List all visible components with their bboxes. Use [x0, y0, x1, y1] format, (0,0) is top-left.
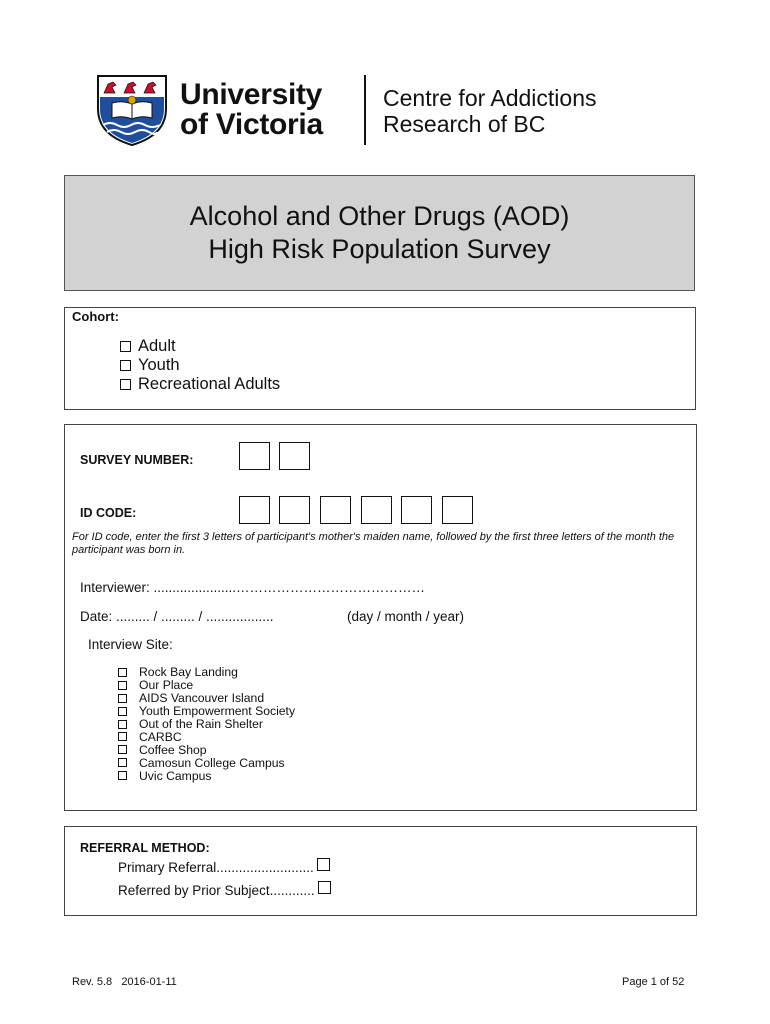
- site-label: Uvic Campus: [139, 768, 212, 783]
- site-option[interactable]: [118, 730, 295, 743]
- survey-number-digit-1[interactable]: [239, 442, 270, 470]
- university-name-line2: of Victoria: [180, 108, 323, 141]
- id-code-box-5[interactable]: [401, 496, 432, 524]
- cohort-label: Cohort:: [72, 309, 119, 324]
- site-option[interactable]: [118, 679, 295, 692]
- id-code-box-6[interactable]: [442, 496, 473, 524]
- checkbox[interactable]: [317, 858, 330, 871]
- checkbox[interactable]: [118, 694, 127, 703]
- date-format-hint: (day / month / year): [347, 609, 465, 624]
- site-option[interactable]: [118, 692, 295, 705]
- id-code-box-1[interactable]: [239, 496, 270, 524]
- site-label: Youth Empowerment Society: [139, 704, 296, 719]
- referral-primary-label: Primary Referral..........................: [118, 860, 314, 875]
- checkbox[interactable]: [118, 720, 127, 729]
- site-label: Out of the Rain Shelter: [139, 717, 263, 732]
- cohort-option-youth[interactable]: [120, 356, 280, 375]
- referral-method-label: REFERRAL METHOD:: [80, 841, 210, 855]
- survey-title-line1: Alcohol and Other Drugs (AOD): [189, 201, 570, 231]
- interviewer-field[interactable]: Interviewer: ......................……………………………………: [80, 580, 426, 595]
- checkbox[interactable]: [318, 881, 331, 894]
- checkbox[interactable]: [120, 360, 131, 371]
- checkbox[interactable]: [118, 732, 127, 741]
- centre-name-line2: Research of BC: [383, 111, 546, 137]
- survey-number-label: SURVEY NUMBER:: [80, 453, 194, 467]
- cohort-option-adult[interactable]: [120, 337, 280, 356]
- referral-method-section: [64, 826, 697, 916]
- survey-title-line2: High Risk Population Survey: [208, 234, 551, 264]
- interview-site-label: Interview Site:: [88, 637, 173, 652]
- checkbox[interactable]: [118, 668, 127, 677]
- survey-title-box: [64, 175, 695, 291]
- revision-info: Rev. 5.8 2016-01-11: [72, 976, 177, 988]
- id-code-instructions: For ID code, enter the first 3 letters of participant's mother's maiden name, followed by the first three letters of the month the participant was born in.: [72, 531, 675, 556]
- site-option[interactable]: [118, 769, 295, 782]
- site-label: Rock Bay Landing: [139, 665, 238, 680]
- id-code-box-3[interactable]: [320, 496, 351, 524]
- cohort-option-label: Recreational Adults: [138, 375, 281, 393]
- site-option[interactable]: [118, 666, 295, 679]
- cohort-option-recreational-adults[interactable]: [120, 375, 280, 394]
- id-code-box-2[interactable]: [279, 496, 310, 524]
- site-label: Our Place: [139, 678, 194, 693]
- site-label: Coffee Shop: [139, 742, 207, 757]
- centre-name-line1: Centre for Addictions: [383, 85, 597, 111]
- cohort-options: [120, 337, 280, 394]
- survey-number-digit-2[interactable]: [279, 442, 310, 470]
- header-divider: [364, 75, 366, 145]
- site-option[interactable]: [118, 705, 295, 718]
- checkbox[interactable]: [118, 771, 127, 780]
- site-label: AIDS Vancouver Island: [139, 691, 265, 706]
- page-number: Page 1 of 52: [622, 976, 685, 988]
- cohort-section: [64, 307, 696, 410]
- site-label: CARBC: [139, 729, 182, 744]
- checkbox[interactable]: [118, 681, 127, 690]
- checkbox[interactable]: [118, 758, 127, 767]
- id-code-box-4[interactable]: [361, 496, 392, 524]
- university-crest-icon: [94, 73, 170, 147]
- checkbox[interactable]: [118, 745, 127, 754]
- university-name-line1: University: [180, 78, 323, 111]
- cohort-option-label: Youth: [138, 356, 180, 374]
- site-label: Camosun College Campus: [139, 755, 285, 770]
- checkbox[interactable]: [118, 707, 127, 716]
- checkbox[interactable]: [120, 341, 131, 352]
- referral-primary-option[interactable]: [118, 860, 330, 875]
- site-option[interactable]: [118, 756, 295, 769]
- site-option[interactable]: [118, 743, 295, 756]
- site-option[interactable]: [118, 718, 295, 731]
- checkbox[interactable]: [120, 379, 131, 390]
- referral-prior-subject-label: Referred by Prior Subject............: [118, 883, 315, 898]
- date-field[interactable]: Date: ......... / ......... / ..................: [80, 609, 274, 624]
- interview-site-list: [118, 666, 295, 782]
- referral-prior-subject-option[interactable]: [118, 883, 331, 898]
- cohort-option-label: Adult: [138, 337, 176, 355]
- survey-details-section: [64, 424, 697, 811]
- id-code-label: ID CODE:: [80, 506, 137, 520]
